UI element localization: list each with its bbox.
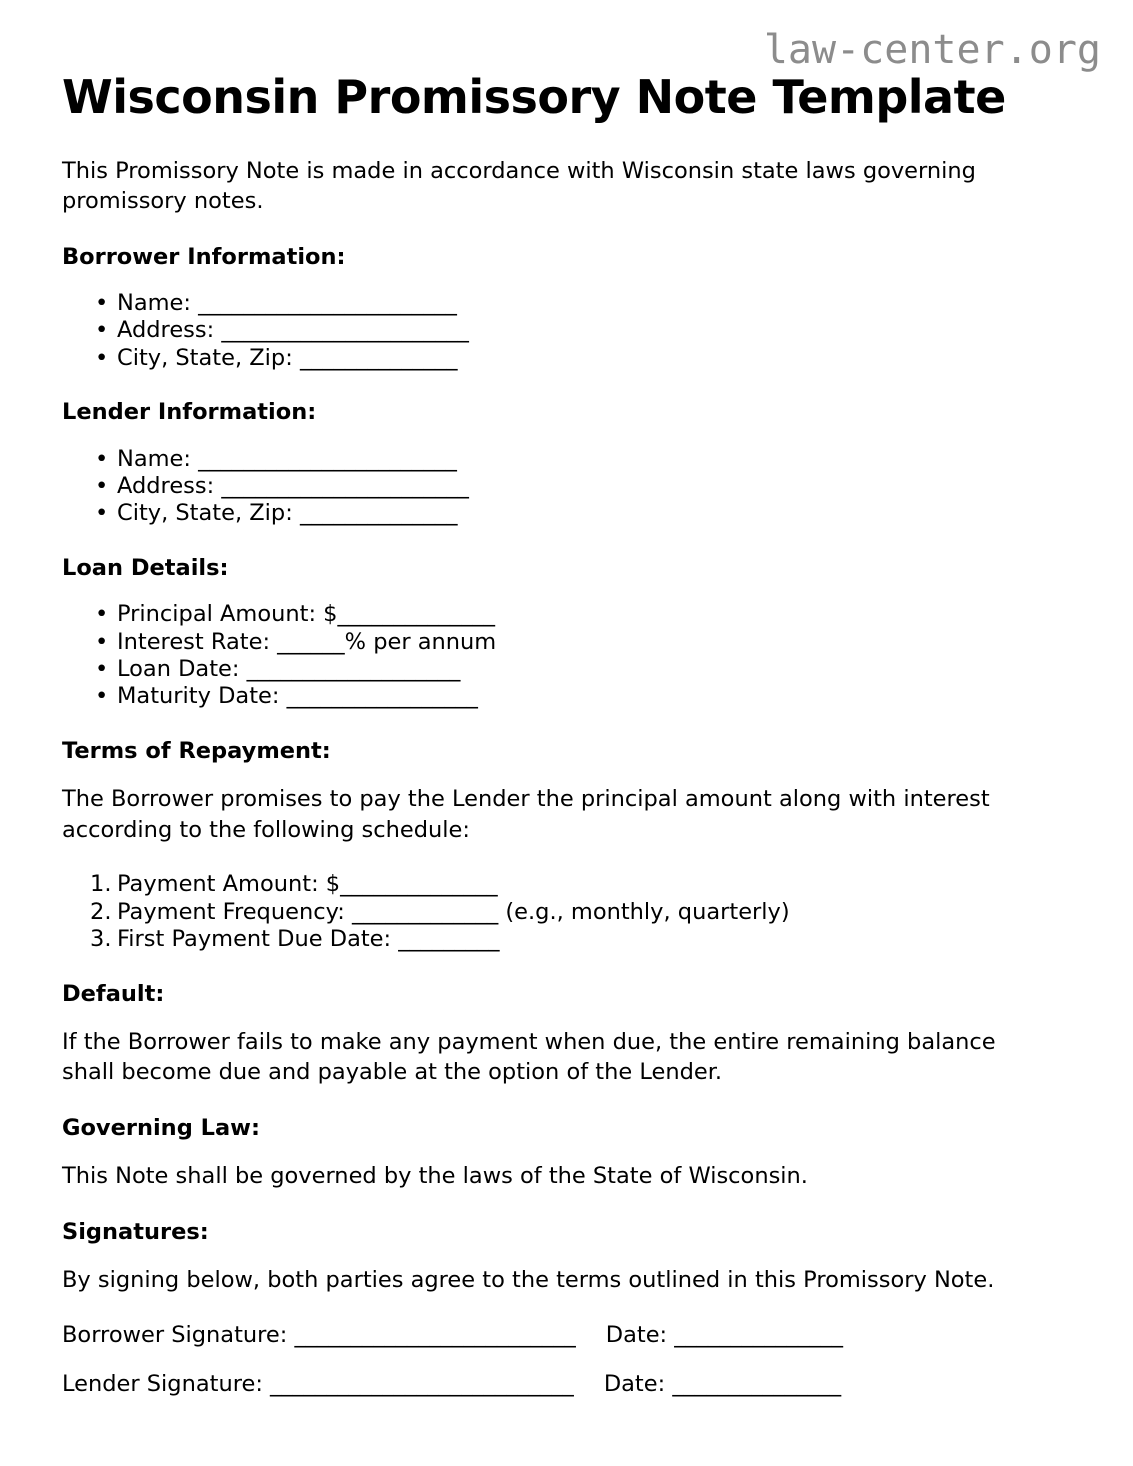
list-item: • Address: ______________________ (62, 317, 1072, 344)
lender-signature-row (62, 1371, 1072, 1398)
signatures-paragraph: By signing below, both parties agree to the terms outlined in this Promissory Note. (62, 1267, 995, 1294)
borrower-information-list (62, 290, 1072, 372)
section-heading-lender-information: Lender Information: (62, 399, 317, 426)
section-heading-borrower-information: Borrower Information: (62, 243, 346, 270)
list-item: Payment Frequency: _____________ (e.g., monthly, quarterly) (117, 898, 790, 925)
list-item: • Address: ______________________ (62, 473, 1072, 500)
list-item: • Maturity Date: _________________ (62, 683, 1072, 710)
document-content (62, 72, 1072, 1421)
site-watermark: law-center.org (763, 27, 1101, 73)
page-title: Wisconsin Promissory Note Template (62, 70, 1006, 124)
governing-law-paragraph: This Note shall be governed by the laws of the State of Wisconsin. (62, 1163, 808, 1190)
lender-signature-field[interactable]: Lender Signature: ___________________________ (62, 1371, 574, 1398)
loan-details-list (62, 601, 1072, 711)
intro-paragraph: This Promissory Note is made in accordance with Wisconsin state laws governing promissory notes. (62, 157, 976, 215)
lender-signature-date-field[interactable]: Date: _______________ (603, 1371, 842, 1398)
section-heading-signatures: Signatures: (62, 1218, 209, 1245)
payment-schedule-list (62, 871, 1072, 953)
section-heading-governing-law: Governing Law: (62, 1115, 260, 1142)
list-item: • Interest Rate: ______% per annum (62, 629, 1072, 656)
list-item: First Payment Due Date: _________ (117, 926, 500, 953)
terms-of-repayment-paragraph: The Borrower promises to pay the Lender the principal amount along with interest according to the following schedule: (62, 786, 990, 843)
lender-information-list (62, 446, 1072, 528)
borrower-signature-field[interactable]: Borrower Signature: _________________________ (62, 1321, 576, 1348)
borrower-signature-row (62, 1322, 1072, 1349)
list-item: Payment Amount: $______________ (117, 871, 498, 898)
default-paragraph: If the Borrower fails to make any payment when due, the entire remaining balance shall become due and payable at the option of the Lender. (62, 1028, 996, 1086)
list-item: • Loan Date: ___________________ (62, 656, 1072, 683)
borrower-signature-date-field[interactable]: Date: _______________ (605, 1321, 844, 1348)
list-item: • Name: _______________________ (62, 446, 1072, 473)
list-item: • City, State, Zip: ______________ (62, 345, 1072, 372)
section-heading-loan-details: Loan Details: (62, 554, 229, 581)
section-heading-default: Default: (62, 980, 165, 1007)
section-heading-terms-of-repayment: Terms of Repayment: (62, 737, 331, 764)
list-item: • City, State, Zip: ______________ (62, 500, 1072, 527)
list-item: • Principal Amount: $______________ (62, 601, 1072, 628)
list-item: • Name: _______________________ (62, 290, 1072, 317)
